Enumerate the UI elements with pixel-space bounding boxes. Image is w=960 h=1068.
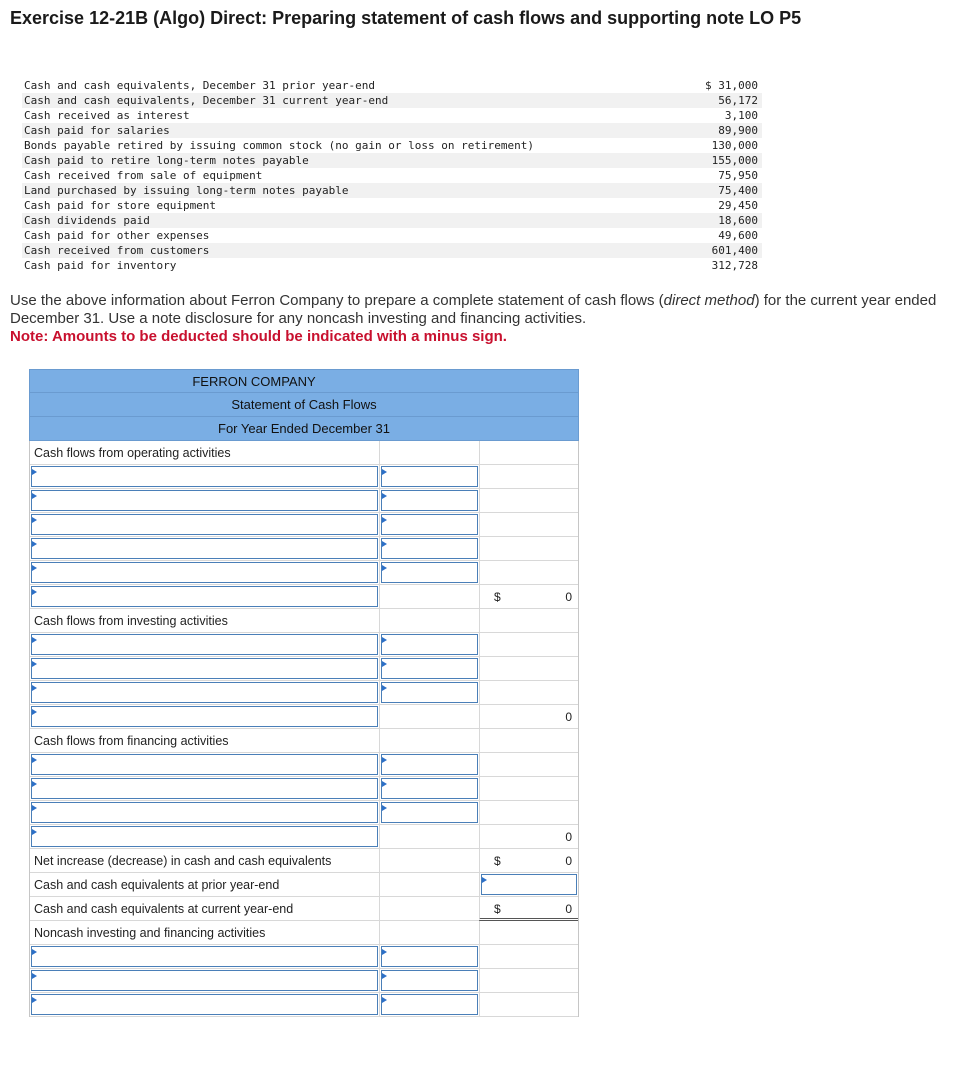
operating-total-cell bbox=[479, 585, 578, 609]
cash-flow-statement bbox=[29, 369, 579, 1017]
financing-total-row bbox=[29, 825, 579, 849]
given-data-row bbox=[22, 183, 762, 198]
instructions-text-italic: direct method bbox=[663, 292, 755, 309]
given-data-value: 155,000 bbox=[711, 154, 758, 167]
financing-input-row bbox=[29, 777, 579, 801]
operating-line-1-description-input[interactable] bbox=[31, 466, 378, 487]
given-data-label: Cash and cash equivalents, December 31 current year-end bbox=[24, 94, 389, 107]
noncash-section-label: Noncash investing and financing activities bbox=[30, 921, 379, 945]
operating-line-5-description-input[interactable] bbox=[31, 562, 378, 583]
noncash-line-2-description-input[interactable] bbox=[31, 970, 378, 991]
noncash-input-row bbox=[29, 945, 579, 969]
operating-input-row bbox=[29, 489, 579, 513]
given-data-row bbox=[22, 108, 762, 123]
operating-line-3-amount-input[interactable] bbox=[381, 514, 478, 535]
current-cash-row bbox=[29, 897, 579, 921]
given-data-row bbox=[22, 198, 762, 213]
net-change-value: 0 bbox=[565, 854, 572, 868]
prior-cash-label: Cash and cash equivalents at prior year-end bbox=[30, 873, 379, 897]
given-data-value: 130,000 bbox=[711, 139, 758, 152]
given-data-value: 89,900 bbox=[718, 124, 758, 137]
financing-total-value: 0 bbox=[565, 830, 572, 844]
page-title: Exercise 12-21B (Algo) Direct: Preparing statement of cash flows and supporting note LO P5 bbox=[10, 8, 802, 28]
statement-company-header: FERRON COMPANY bbox=[29, 369, 579, 393]
financing-input-row bbox=[29, 753, 579, 777]
given-data-table bbox=[22, 78, 762, 273]
dollar-sign: $ bbox=[494, 854, 501, 868]
noncash-section-row bbox=[29, 921, 579, 945]
instructions-text-after: ) for the current year ended December 31. Use a note disclosure for any noncash investing and financing activities. bbox=[10, 292, 937, 327]
investing-line-3-amount-input[interactable] bbox=[381, 682, 478, 703]
noncash-input-row bbox=[29, 993, 579, 1017]
noncash-line-2-amount-input[interactable] bbox=[381, 970, 478, 991]
given-data-value: $ 31,000 bbox=[705, 79, 758, 92]
given-data-value: 49,600 bbox=[718, 229, 758, 242]
operating-input-row bbox=[29, 561, 579, 585]
net-change-label: Net increase (decrease) in cash and cash equivalents bbox=[30, 849, 379, 873]
given-data-label: Bonds payable retired by issuing common stock (no gain or loss on retirement) bbox=[24, 139, 534, 152]
given-data-row bbox=[22, 213, 762, 228]
given-data-row bbox=[22, 153, 762, 168]
investing-section-row bbox=[29, 609, 579, 633]
operating-line-2-description-input[interactable] bbox=[31, 490, 378, 511]
given-data-label: Cash paid for store equipment bbox=[24, 199, 217, 212]
financing-line-3-description-input[interactable] bbox=[31, 802, 378, 823]
statement-period-header: For Year Ended December 31 bbox=[29, 417, 579, 441]
dollar-sign: $ bbox=[494, 902, 501, 916]
given-data-label: Cash received as interest bbox=[24, 109, 190, 122]
noncash-line-3-amount-input[interactable] bbox=[381, 994, 478, 1015]
investing-line-3-description-input[interactable] bbox=[31, 682, 378, 703]
net-change-cell bbox=[479, 849, 578, 873]
given-data-label: Land purchased by issuing long-term notes payable bbox=[24, 184, 349, 197]
net-change-row bbox=[29, 849, 579, 873]
noncash-line-1-amount-input[interactable] bbox=[381, 946, 478, 967]
given-data-row bbox=[22, 123, 762, 138]
given-data-row bbox=[22, 228, 762, 243]
operating-line-4-description-input[interactable] bbox=[31, 538, 378, 559]
operating-line-2-amount-input[interactable] bbox=[381, 490, 478, 511]
investing-total-cell bbox=[479, 705, 578, 729]
financing-line-2-description-input[interactable] bbox=[31, 778, 378, 799]
dollar-sign: $ bbox=[494, 590, 501, 604]
operating-section-row bbox=[29, 441, 579, 465]
operating-line-3-description-input[interactable] bbox=[31, 514, 378, 535]
given-data-row bbox=[22, 93, 762, 108]
given-data-row bbox=[22, 258, 762, 273]
noncash-line-3-description-input[interactable] bbox=[31, 994, 378, 1015]
given-data-row bbox=[22, 138, 762, 153]
given-data-value: 29,450 bbox=[718, 199, 758, 212]
operating-total-value: 0 bbox=[565, 590, 572, 604]
given-data-value: 75,400 bbox=[718, 184, 758, 197]
given-data-value: 18,600 bbox=[718, 214, 758, 227]
financing-line-2-amount-input[interactable] bbox=[381, 778, 478, 799]
financing-input-row bbox=[29, 801, 579, 825]
financing-section-label: Cash flows from financing activities bbox=[30, 729, 379, 753]
current-cash-value: 0 bbox=[565, 902, 572, 916]
given-data-label: Cash paid to retire long-term notes payable bbox=[24, 154, 309, 167]
operating-input-row bbox=[29, 513, 579, 537]
operating-input-row bbox=[29, 465, 579, 489]
investing-line-1-description-input[interactable] bbox=[31, 634, 378, 655]
financing-total-description-input[interactable] bbox=[31, 826, 378, 847]
financing-line-1-amount-input[interactable] bbox=[381, 754, 478, 775]
investing-line-2-description-input[interactable] bbox=[31, 658, 378, 679]
given-data-value: 601,400 bbox=[711, 244, 758, 257]
current-cash-cell bbox=[479, 897, 578, 921]
given-data-label: Cash dividends paid bbox=[24, 214, 150, 227]
financing-section-row bbox=[29, 729, 579, 753]
noncash-line-1-description-input[interactable] bbox=[31, 946, 378, 967]
given-data-label: Cash and cash equivalents, December 31 prior year-end bbox=[24, 79, 375, 92]
operating-total-description-input[interactable] bbox=[31, 586, 378, 607]
financing-line-1-description-input[interactable] bbox=[31, 754, 378, 775]
operating-total-row bbox=[29, 585, 579, 609]
investing-total-description-input[interactable] bbox=[31, 706, 378, 727]
given-data-row bbox=[22, 78, 762, 93]
given-data-value: 56,172 bbox=[718, 94, 758, 107]
minus-sign-note: Note: Amounts to be deducted should be indicated with a minus sign. bbox=[10, 328, 507, 345]
current-cash-label: Cash and cash equivalents at current year-end bbox=[30, 897, 379, 921]
given-data-label: Cash paid for other expenses bbox=[24, 229, 210, 242]
given-data-value: 75,950 bbox=[718, 169, 758, 182]
given-data-value: 3,100 bbox=[724, 109, 758, 122]
given-data-label: Cash paid for salaries bbox=[24, 124, 170, 137]
given-data-row bbox=[22, 168, 762, 183]
given-data-label: Cash paid for inventory bbox=[24, 259, 177, 272]
instructions-text-before: Use the above information about Ferron Company to prepare a complete statement of cash flows ( bbox=[10, 292, 664, 309]
operating-line-1-amount-input[interactable] bbox=[381, 466, 478, 487]
investing-total-value: 0 bbox=[565, 710, 572, 724]
given-data-value: 312,728 bbox=[711, 259, 758, 272]
prior-cash-amount-input[interactable] bbox=[481, 874, 577, 895]
investing-total-row bbox=[29, 705, 579, 729]
given-data-label: Cash received from customers bbox=[24, 244, 210, 257]
investing-line-2-amount-input[interactable] bbox=[381, 658, 478, 679]
statement-name-header: Statement of Cash Flows bbox=[29, 393, 579, 417]
instructions bbox=[10, 292, 950, 328]
financing-total-cell bbox=[479, 825, 578, 849]
given-data-label: Cash received from sale of equipment bbox=[24, 169, 263, 182]
investing-input-row bbox=[29, 633, 579, 657]
operating-input-row bbox=[29, 537, 579, 561]
given-data-row bbox=[22, 243, 762, 258]
prior-cash-row bbox=[29, 873, 579, 897]
investing-input-row bbox=[29, 657, 579, 681]
operating-line-4-amount-input[interactable] bbox=[381, 538, 478, 559]
investing-section-label: Cash flows from investing activities bbox=[30, 609, 379, 633]
operating-line-5-amount-input[interactable] bbox=[381, 562, 478, 583]
operating-section-label: Cash flows from operating activities bbox=[30, 441, 379, 465]
financing-line-3-amount-input[interactable] bbox=[381, 802, 478, 823]
noncash-input-row bbox=[29, 969, 579, 993]
investing-input-row bbox=[29, 681, 579, 705]
investing-line-1-amount-input[interactable] bbox=[381, 634, 478, 655]
